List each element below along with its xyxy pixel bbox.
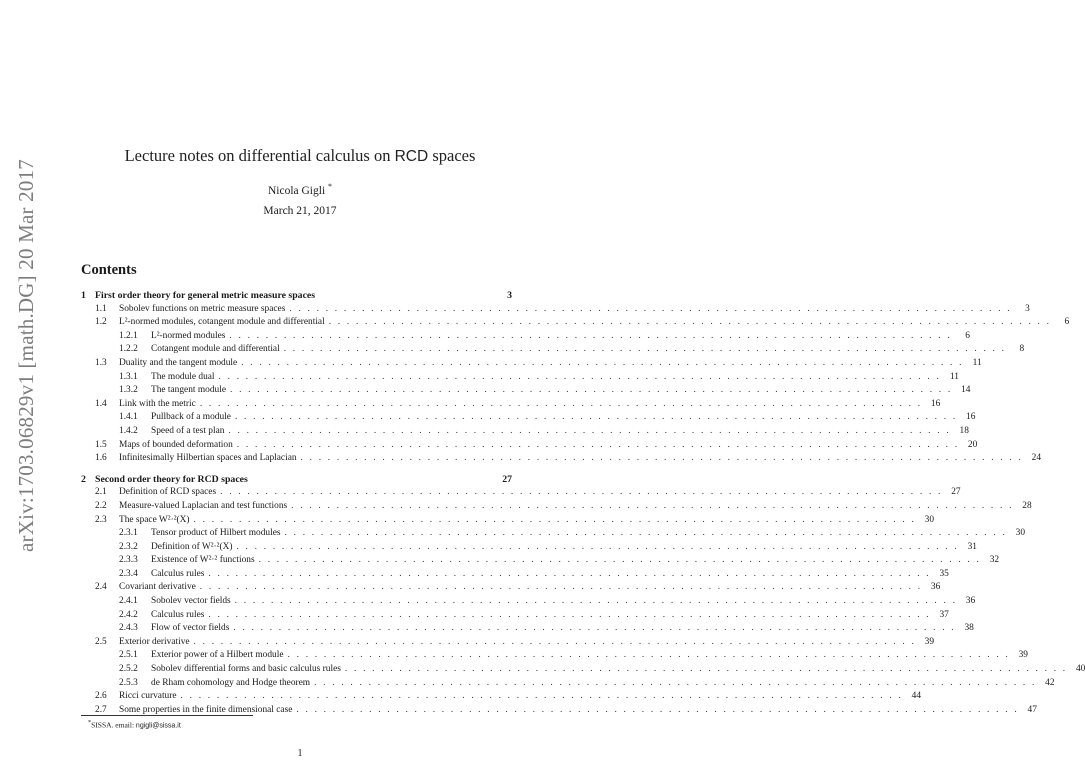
toc-entry-2-1[interactable] bbox=[81, 486, 961, 500]
toc-entry-title: First order theory for general metric measure spaces bbox=[95, 290, 316, 301]
toc-entry-title: Sobolev vector fields bbox=[151, 596, 231, 607]
footnote bbox=[88, 719, 181, 730]
toc-entry-number: 2.5.1 bbox=[119, 650, 138, 661]
toc-entry-page: 38 bbox=[964, 623, 974, 634]
toc-entry-title: Covariant derivative bbox=[119, 582, 196, 593]
toc-leader-dots: . . . . . . . . . . . . . . . . . . . . . . . . . . . . . . . . . . . . . . . . . . . . . . . . . . . . . . . . . . . . . . . . . . . . . . . . . . . . . . . . bbox=[193, 514, 916, 525]
toc-entry-2-4-2[interactable] bbox=[81, 609, 949, 623]
toc-leader-dots: . . . . . . . . . . . . . . . . . . . . . . . . . . . . . . . . . . . . . . . . . . . . . . . . . . . . . . . . . . . . . . . . . . . . . . . . . . . . . . . . bbox=[258, 555, 982, 566]
toc-entry-number: 1.4.2 bbox=[119, 425, 138, 436]
toc-leader-dots: . . . . . . . . . . . . . . . . . . . . . . . . . . . . . . . . . . . . . . . . . . . . . . . . . . . . . . . . . . . . . . . . . . . . . . . . . . . . . . . . bbox=[180, 691, 903, 702]
toc-entry-title: Link with the metric bbox=[119, 398, 196, 409]
toc-entry-1-5[interactable] bbox=[81, 439, 978, 453]
toc-entry-number: 2.7 bbox=[95, 704, 107, 715]
toc-entry-number: 1.2.1 bbox=[119, 330, 138, 341]
toc-entry-title: The module dual bbox=[151, 371, 215, 382]
toc-entry-page: 36 bbox=[930, 582, 941, 593]
toc-entry-number: 2 bbox=[81, 473, 86, 485]
toc-entry-page: 16 bbox=[930, 398, 941, 409]
toc-entry-page: 37 bbox=[939, 609, 949, 620]
title-rcd: RCD bbox=[394, 148, 429, 165]
toc-entry-number: 1.3.1 bbox=[119, 371, 138, 382]
toc-entry-page: 11 bbox=[949, 371, 959, 382]
toc-entry-2-3-3[interactable] bbox=[81, 554, 1000, 568]
toc-entry-number: 2.5 bbox=[95, 636, 107, 647]
toc-entry-2-2[interactable] bbox=[81, 500, 1032, 514]
toc-entry-page: 39 bbox=[924, 636, 935, 647]
toc-entry-title: Ricci curvature bbox=[119, 691, 177, 702]
toc-leader-dots: . . . . . . . . . . . . . . . . . . . . . . . . . . . . . . . . . . . . . . . . . . . . . . . . . . . . . . . . . . . . . . . . . . . . . . . . . . . . . . . . bbox=[218, 371, 941, 382]
toc-entry-title: Sobolev differential forms and basic calculus rules bbox=[151, 664, 341, 675]
toc-entry-number: 1.4.1 bbox=[119, 412, 138, 423]
toc-entry-1-2-2[interactable] bbox=[81, 343, 1025, 357]
toc-entry-title: Pullback of a module bbox=[151, 412, 231, 423]
toc-entry-number: 2.3.4 bbox=[119, 568, 138, 579]
toc-entry-title: Calculus rules bbox=[151, 609, 205, 620]
toc-entry-1-2[interactable] bbox=[81, 316, 1070, 330]
footnote-email[interactable]: ngigli@sissa.it bbox=[135, 722, 181, 730]
title-prefix: Lecture notes on differential calculus on bbox=[124, 146, 395, 165]
toc-entry-number: 1 bbox=[81, 290, 86, 301]
toc-entry-page: 16 bbox=[966, 412, 976, 423]
toc-entry-number: 2.5.2 bbox=[119, 664, 138, 675]
toc-entry-number: 1.4 bbox=[95, 398, 107, 409]
toc-entry-number: 2.3.3 bbox=[119, 555, 138, 566]
toc-entry-title: Definition of W²·²(X) bbox=[151, 541, 233, 552]
toc-entry-title: Second order theory for RCD spaces bbox=[95, 473, 248, 485]
toc-leader-dots: . . . . . . . . . . . . . . . . . . . . . . . . . . . . . . . . . . . . . . . . . . . . . . . . . . . . . . . . . . . . . . . . . . . . . . . . . . . . . . . . bbox=[228, 425, 951, 436]
toc-entry-page: 42 bbox=[1045, 677, 1055, 688]
toc-entry-page: 8 bbox=[1019, 344, 1025, 355]
toc-entry-number: 2.6 bbox=[95, 691, 107, 702]
toc-leader-dots: . . . . . . . . . . . . . . . . . . . . . . . . . . . . . . . . . . . . . . . . . . . . . . . . . . . . . . . . . . . . . . . . . . . . . . . . . . . . . . . . bbox=[234, 596, 958, 607]
toc-entry-number: 2.3.2 bbox=[119, 541, 138, 552]
title-suffix: spaces bbox=[428, 146, 476, 165]
toc-entry-title: de Rham cohomology and Hodge theorem bbox=[151, 677, 311, 688]
toc-entry-title: Some properties in the finite dimensional case bbox=[119, 704, 293, 715]
toc-leader-dots: . . . . . . . . . . . . . . . . . . . . . . . . . . . . . . . . . . . . . . . . . . . . . . . . . . . . . . . . . . . . . . . . . . . . . . . . . . . . . . . . bbox=[229, 330, 952, 341]
toc-entry-title: Tensor product of Hilbert modules bbox=[151, 528, 281, 539]
toc-leader-dots: . . . . . . . . . . . . . . . . . . . . . . . . . . . . . . . . . . . . . . . . . . . . . . . . . . . . . . . . . . . . . . . . . . . . . . . . . . . . . . . . bbox=[199, 398, 923, 409]
toc-entry-page: 3 bbox=[507, 290, 512, 301]
toc-entry-2-3-1[interactable] bbox=[81, 527, 1025, 541]
toc-leader-dots: . . . . . . . . . . . . . . . . . . . . . . . . . . . . . . . . . . . . . . . . . . . . . . . . . . . . . . . . . . . . . . . . . . . . . . . . . . . . . . . . bbox=[287, 650, 1010, 661]
paper-date: March 21, 2017 bbox=[263, 205, 337, 217]
toc-entry-2-5-2[interactable] bbox=[81, 663, 1085, 677]
toc-entry-page: 39 bbox=[1018, 650, 1028, 661]
author-footnote-mark: * bbox=[328, 182, 333, 191]
toc-entry-1-6[interactable] bbox=[81, 452, 1042, 466]
toc-entry-2-6[interactable] bbox=[81, 690, 921, 704]
toc-leader-dots: . . . . . . . . . . . . . . . . . . . . . . . . . . . . . . . . . . . . . . . . . . . . . . . . . . . . . . . . . . . . . . . . . . . . . . . . . . . . . . . . bbox=[291, 500, 1014, 511]
toc-entry-number: 1.6 bbox=[95, 453, 107, 464]
toc-entry-page: 18 bbox=[959, 425, 969, 436]
toc-entry-title: Existence of W²·² functions bbox=[151, 555, 255, 566]
toc-entry-title: L²-normed modules, cotangent module and differential bbox=[119, 317, 325, 328]
toc-entry-page: 30 bbox=[1015, 528, 1025, 539]
toc-entry-2-5[interactable] bbox=[81, 636, 935, 650]
toc-leader-dots: . . . . . . . . . . . . . . . . . . . . . . . . . . . . . . . . . . . . . . . . . . . . . . . . . . . . . . . . . . . . . . . . . . . . . . . . . . . . . . . . bbox=[283, 344, 1007, 355]
toc-entry-1-1[interactable] bbox=[81, 303, 1030, 317]
toc-entry-title: Infinitesimally Hilbertian spaces and Laplacian bbox=[119, 453, 297, 464]
toc-leader-dots: . . . . . . . . . . . . . . . . . . . . . . . . . . . . . . . . . . . . . . . . . . . . . . . . . . . . . . . . . . . . . . . . . . . . . . . . . . . . . . . . bbox=[328, 317, 1052, 328]
toc-entry-page: 14 bbox=[961, 385, 971, 396]
toc-entry-title: Definition of RCD spaces bbox=[119, 487, 217, 498]
toc-leader-dots: . . . . . . . . . . . . . . . . . . . . . . . . . . . . . . . . . . . . . . . . . . . . . . . . . . . . . . . . . . . . . . . . . . . . . . . . . . . . . . . . bbox=[234, 412, 958, 423]
toc-entry-title: Flow of vector fields bbox=[151, 623, 230, 634]
toc-leader-dots: . . . . . . . . . . . . . . . . . . . . . . . . . . . . . . . . . . . . . . . . . . . . . . . . . . . . . . . . . . . . . . . . . . . . . . . . . . . . . . . . bbox=[296, 704, 1019, 715]
toc-entry-1-3-1[interactable] bbox=[81, 371, 959, 385]
toc-entry-page: 27 bbox=[502, 473, 512, 485]
toc-entry-title: Duality and the tangent module bbox=[119, 357, 238, 368]
toc-leader-dots: . . . . . . . . . . . . . . . . . . . . . . . . . . . . . . . . . . . . . . . . . . . . . . . . . . . . . . . . . . . . . . . . . . . . . . . . . . . . . . . . bbox=[236, 439, 960, 450]
toc-entry-2-4[interactable] bbox=[81, 581, 941, 595]
toc-entry-number: 1.3 bbox=[95, 357, 107, 368]
toc-entry-number: 2.1 bbox=[95, 487, 107, 498]
toc-leader-dots: . . . . . . . . . . . . . . . . . . . . . . . . . . . . . . . . . . . . . . . . . . . . . . . . . . . . . . . . . . . . . . . . . . . . . . . . . . . . . . . . bbox=[193, 636, 917, 647]
toc-entry-number: 1.1 bbox=[95, 303, 107, 314]
author-name: Nicola Gigli bbox=[267, 184, 326, 197]
toc-entry-2-3-2[interactable] bbox=[81, 541, 977, 555]
toc-leader-dots: . . . . . . . . . . . . . . . . . . . . . . . . . . . . . . . . . . . . . . . . . . . . . . . . . . . . . . . . . . . . . . . . . . . . . . . . . . . . . . . . bbox=[300, 453, 1024, 464]
paper-title bbox=[0, 146, 600, 166]
toc-entry-2-4-3[interactable] bbox=[81, 622, 974, 636]
toc-entry-page: 31 bbox=[967, 541, 977, 552]
toc-entry-page: 3 bbox=[1025, 303, 1030, 314]
table-of-contents bbox=[81, 289, 1085, 717]
toc-entry-2-5-3[interactable] bbox=[81, 677, 1055, 691]
toc-leader-dots: . . . . . . . . . . . . . . . . . . . . . . . . . . . . . . . . . . . . . . . . . . . . . . . . . . . . . . . . . . . . . . . . . . . . . . . . . . . . . . . . bbox=[208, 609, 931, 620]
footnote-text: SISSA. email: bbox=[91, 720, 136, 730]
toc-entry-title: Measure-valued Laplacian and test functions bbox=[119, 500, 288, 511]
toc-leader-dots: . . . . . . . . . . . . . . . . . . . . . . . . . . . . . . . . . . . . . . . . . . . . . . . . . . . . . . . . . . . . . . . . . . . . . . . . . . . . . . . . bbox=[208, 568, 931, 579]
toc-entry-page: 35 bbox=[939, 568, 949, 579]
toc-entry-1-3[interactable] bbox=[81, 357, 982, 371]
toc-entry-number: 2.2 bbox=[95, 500, 107, 511]
footnote-divider bbox=[81, 715, 253, 716]
toc-entry-page: 27 bbox=[951, 487, 961, 498]
toc-entry-page: 40 bbox=[1075, 664, 1085, 675]
toc-entry-1-4[interactable] bbox=[81, 398, 941, 412]
toc-leader-dots: . . . . . . . . . . . . . . . . . . . . . . . . . . . . . . . . . . . . . . . . . . . . . . . . . . . . . . . . . . . . . . . . . . . . . . . . . . . . . . . . bbox=[220, 487, 943, 498]
toc-entry-2[interactable] bbox=[81, 473, 512, 487]
page-number: 1 bbox=[297, 748, 303, 759]
toc-entry-number: 2.3 bbox=[95, 514, 107, 525]
toc-entry-page: 20 bbox=[967, 439, 978, 450]
toc-entry-number: 2.5.3 bbox=[119, 677, 138, 688]
toc-entry-page: 11 bbox=[972, 357, 982, 368]
toc-entry-page: 30 bbox=[924, 514, 934, 525]
toc-entry-title: Exterior power of a Hilbert module bbox=[151, 650, 284, 661]
toc-entry-title: Cotangent module and differential bbox=[151, 344, 280, 355]
toc-entry-1[interactable] bbox=[81, 289, 512, 303]
toc-leader-dots: . . . . . . . . . . . . . . . . . . . . . . . . . . . . . . . . . . . . . . . . . . . . . . . . . . . . . . . . . . . . . . . . . . . . . . . . . . . . . . . . bbox=[241, 357, 964, 368]
toc-leader-dots: . . . . . . . . . . . . . . . . . . . . . . . . . . . . . . . . . . . . . . . . . . . . . . . . . . . . . . . . . . . . . . . . . . . . . . . . . . . . . . . . bbox=[314, 677, 1037, 688]
toc-entry-page: 6 bbox=[1064, 317, 1070, 328]
toc-entry-number: 1.2 bbox=[95, 317, 107, 328]
toc-leader-dots: . . . . . . . . . . . . . . . . . . . . . . . . . . . . . . . . . . . . . . . . . . . . . . . . . . . . . . . . . . . . . . . . . . . . . . . . . . . . . . . . bbox=[289, 303, 1012, 314]
toc-entry-number: 2.4.2 bbox=[119, 609, 138, 620]
toc-entry-2-4-1[interactable] bbox=[81, 595, 976, 609]
toc-leader-dots: . . . . . . . . . . . . . . . . . . . . . . . . . . . . . . . . . . . . . . . . . . . . . . . . . . . . . . . . . . . . . . . . . . . . . . . . . . . . . . . . bbox=[199, 582, 923, 593]
toc-entry-page: 24 bbox=[1031, 453, 1042, 464]
toc-entry-number: 1.5 bbox=[95, 439, 107, 450]
toc-entry-1-2-1[interactable] bbox=[81, 330, 970, 344]
toc-leader-dots: . . . . . . . . . . . . . . . . . . . . . . . . . . . . . . . . . . . . . . . . . . . . . . . . . . . . . . . . . . . . . . . . . . . . . . . . . . . . . . . . bbox=[344, 664, 1068, 675]
toc-entry-number: 2.4.1 bbox=[119, 596, 138, 607]
toc-entry-page: 47 bbox=[1027, 704, 1037, 715]
footnote-mark: * bbox=[88, 719, 92, 726]
toc-entry-number: 2.4 bbox=[95, 582, 107, 593]
toc-entry-1-4-1[interactable] bbox=[81, 411, 976, 425]
toc-entry-title: Calculus rules bbox=[151, 568, 205, 579]
toc-entry-title: Maps of bounded deformation bbox=[119, 439, 233, 450]
toc-entry-title: Sobolev functions on metric measure spaces bbox=[119, 303, 286, 314]
author-line bbox=[0, 182, 600, 197]
toc-entry-2-3-4[interactable] bbox=[81, 568, 949, 582]
toc-leader-dots: . . . . . . . . . . . . . . . . . . . . . . . . . . . . . . . . . . . . . . . . . . . . . . . . . . . . . . . . . . . . . . . . . . . . . . . . . . . . . . . . bbox=[284, 528, 1007, 539]
toc-entry-title: The space W²·²(X) bbox=[119, 514, 190, 525]
toc-leader-dots: . . . . . . . . . . . . . . . . . . . . . . . . . . . . . . . . . . . . . . . . . . . . . . . . . . . . . . . . . . . . . . . . . . . . . . . . . . . . . . . . bbox=[229, 385, 953, 396]
toc-entry-page: 32 bbox=[989, 555, 1000, 566]
toc-entry-1-3-2[interactable] bbox=[81, 384, 971, 398]
toc-leader-dots: . . . . . . . . . . . . . . . . . . . . . . . . . . . . . . . . . . . . . . . . . . . . . . . . . . . . . . . . . . . . . . . . . . . . . . . . . . . . . . . . bbox=[236, 541, 959, 552]
toc-entry-2-3[interactable] bbox=[81, 514, 934, 528]
toc-entry-title: Speed of a test plan bbox=[151, 425, 225, 436]
toc-entry-number: 1.3.2 bbox=[119, 385, 138, 396]
toc-entry-number: 2.3.1 bbox=[119, 528, 138, 539]
contents-heading: Contents bbox=[81, 262, 137, 278]
toc-entry-number: 2.4.3 bbox=[119, 623, 138, 634]
toc-entry-page: 44 bbox=[911, 691, 921, 702]
arxiv-stamp-text: arXiv:1703.06829v1 [math.DG] 20 Mar 2017 bbox=[13, 158, 38, 552]
toc-entry-2-5-1[interactable] bbox=[81, 649, 1028, 663]
toc-entry-title: The tangent module bbox=[151, 385, 226, 396]
toc-leader-dots: . . . . . . . . . . . . . . . . . . . . . . . . . . . . . . . . . . . . . . . . . . . . . . . . . . . . . . . . . . . . . . . . . . . . . . . . . . . . . . . . bbox=[233, 623, 956, 634]
toc-entry-page: 36 bbox=[965, 596, 976, 607]
toc-entry-number: 1.2.2 bbox=[119, 344, 138, 355]
toc-entry-title: L²-normed modules bbox=[151, 330, 226, 341]
toc-entry-title: Exterior derivative bbox=[119, 636, 190, 647]
toc-entry-page: 28 bbox=[1022, 500, 1032, 511]
toc-entry-page: 6 bbox=[965, 330, 970, 341]
toc-entry-1-4-2[interactable] bbox=[81, 425, 969, 439]
